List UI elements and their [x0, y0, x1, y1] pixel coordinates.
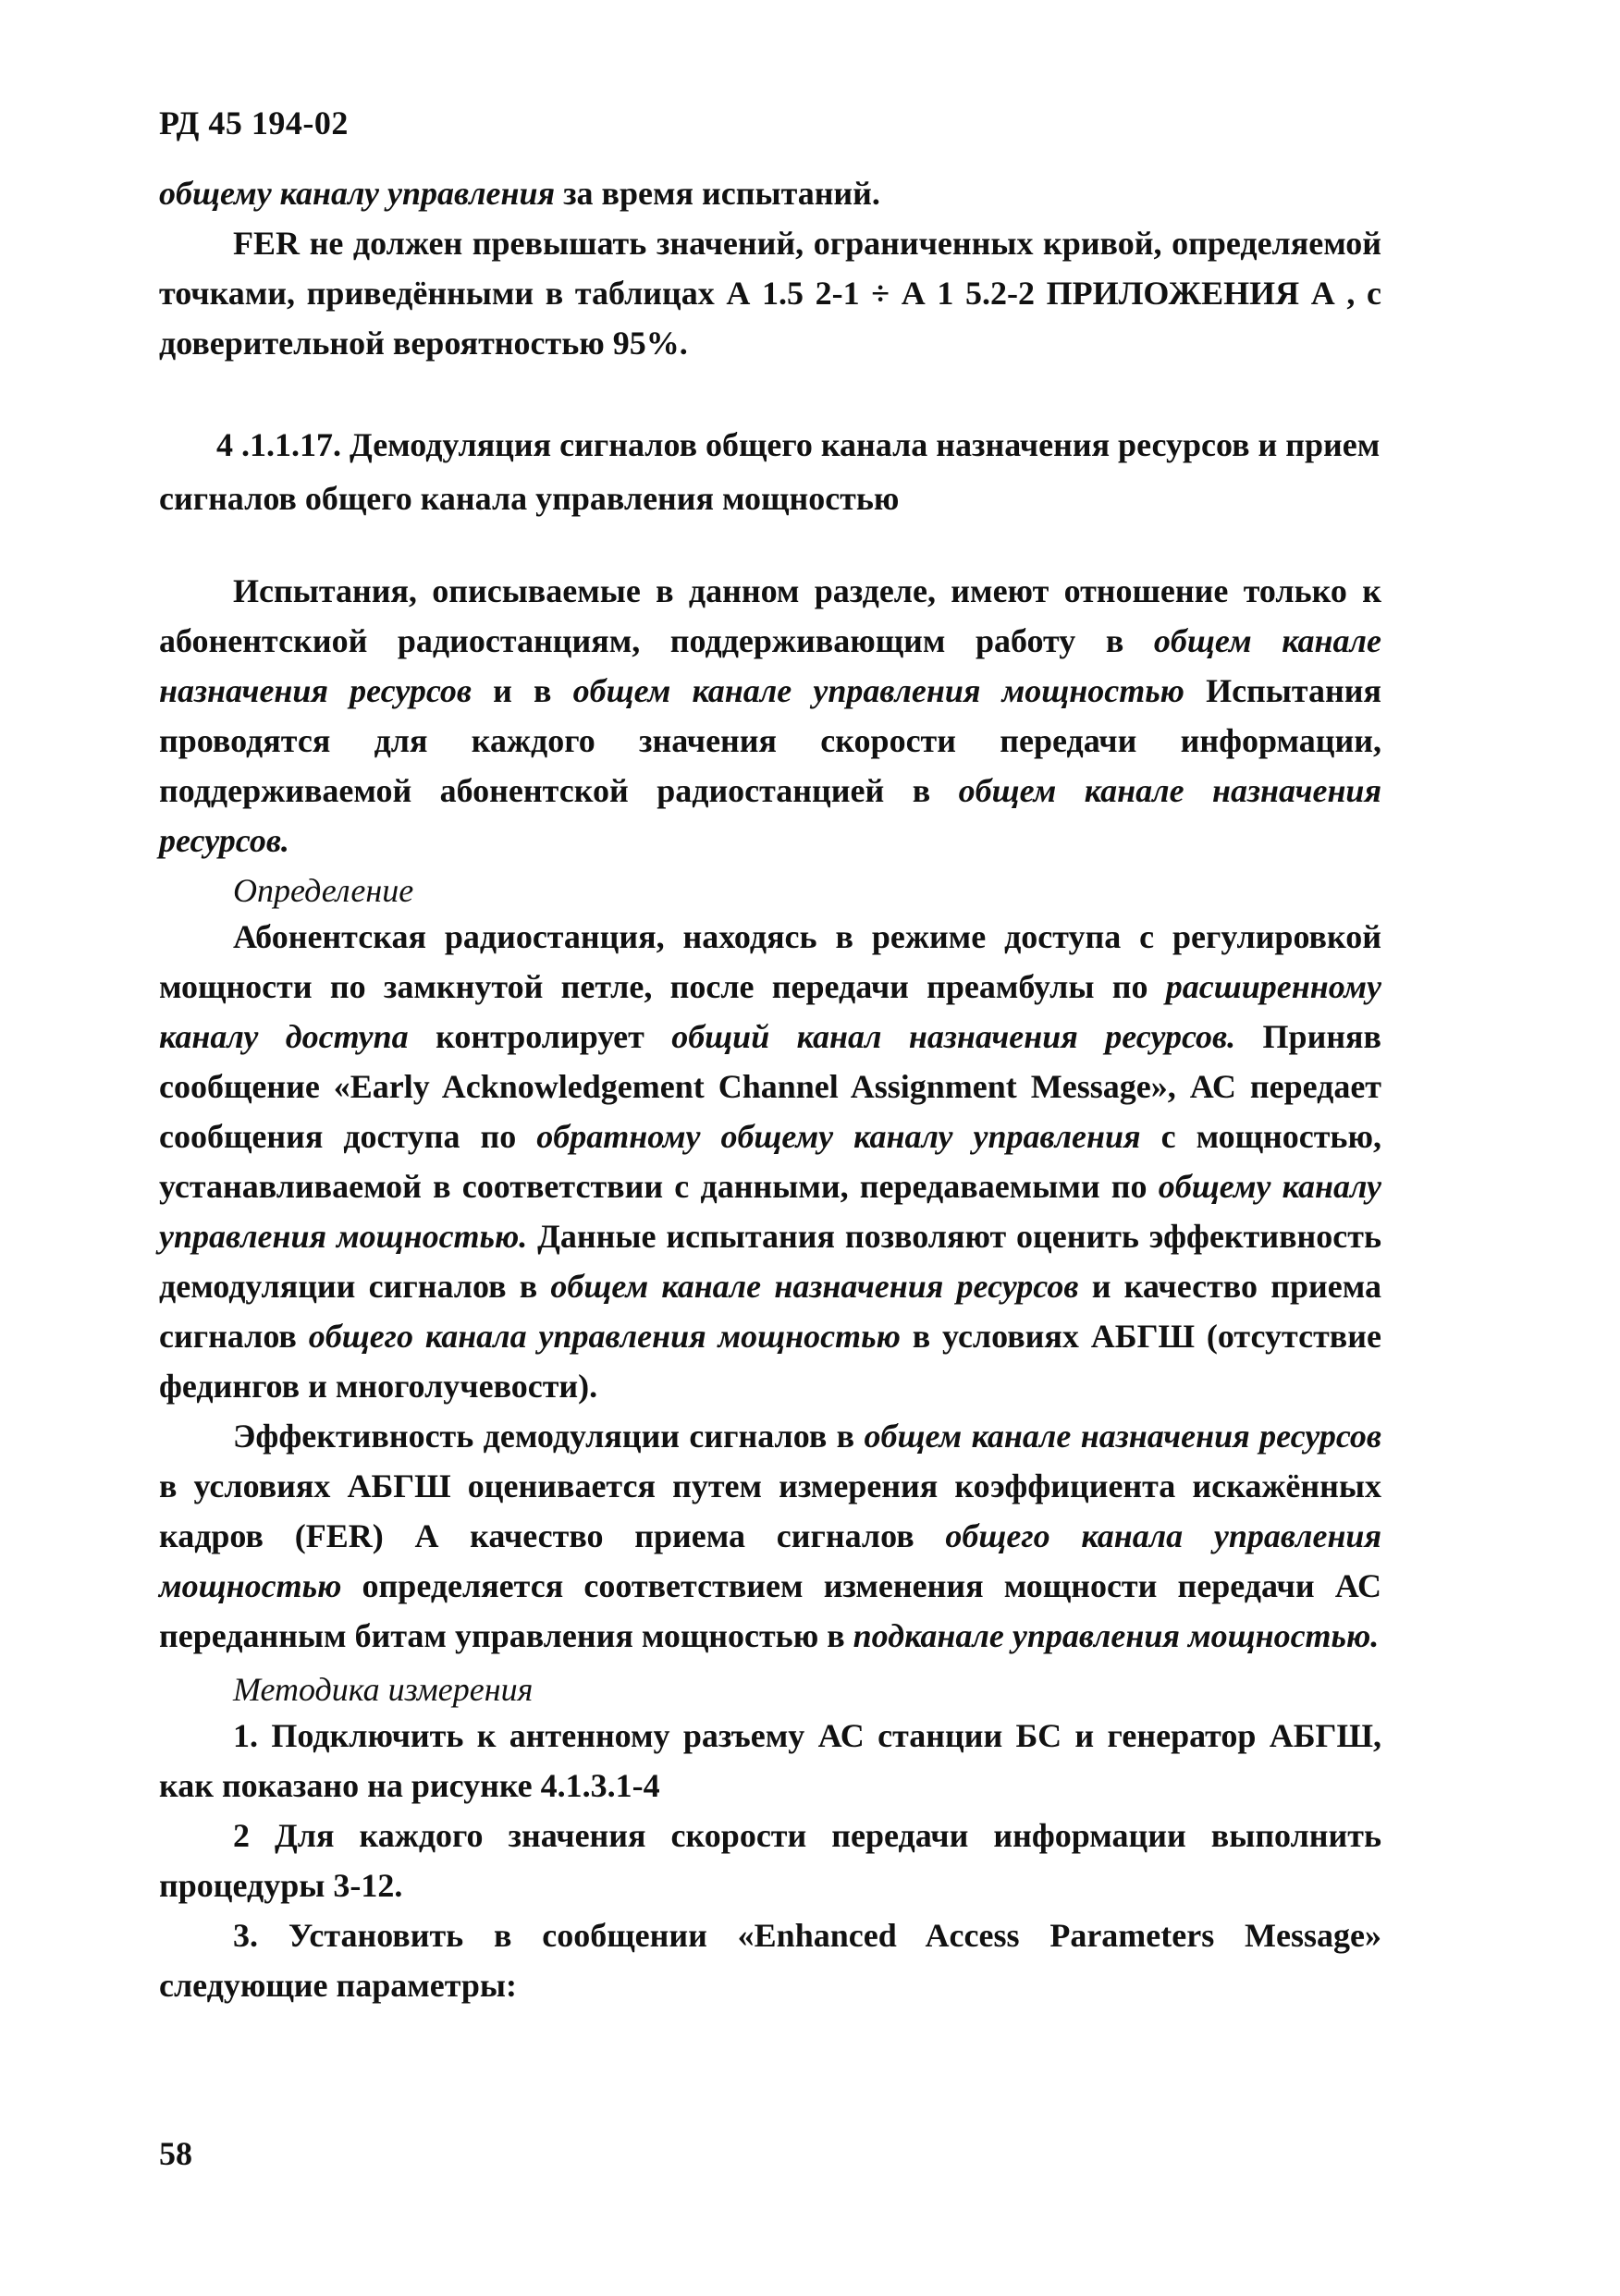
text-run: Абонентская радиостанция, находясь в режиме доступа с регулировкой мощности по замкнутой петле, после передачи преамбулы по: [159, 918, 1381, 1005]
text-run: за время испытаний.: [555, 175, 880, 212]
section-heading: [159, 418, 1381, 525]
text-run: Эффективность демодуляции сигналов в: [233, 1418, 865, 1455]
method-step-3: 3. Установить в сообщении «Enhanced Access Parameters Message» следующие параметры:: [159, 1917, 1381, 2004]
section-heading-line-1: 4 .1.1.17. Демодуляция сигналов общего канала назначения ресурсов и прием: [216, 426, 1381, 463]
italic-term: общем канале назначения ресурсов: [550, 1268, 1079, 1305]
text-run: с мощностью, устанавливаемой в соответствии с данными, передаваемыми по: [159, 1118, 1381, 1205]
definition-paragraph-1: [159, 912, 1381, 1411]
italic-term: подканале управления мощностью.: [853, 1617, 1380, 1654]
text-run: определяется соответствием изменения мощности передачи АС переданным битам управления мощностью в: [159, 1567, 1381, 1654]
text-run: Испытания, описываемые в данном разделе, имеют отношение только к абонентскиой радиостанциям, поддерживающим работу в: [159, 572, 1381, 659]
italic-term: общему каналу управления: [159, 175, 556, 212]
text-run: и в: [472, 672, 573, 709]
italic-term: общий канал назначения ресурсов.: [671, 1018, 1236, 1055]
italic-term: общего канала управления мощностью: [308, 1318, 901, 1355]
method-step-2: 2 Для каждого значения скорости передачи информации выполнить процедуры 3-12.: [159, 1817, 1381, 1904]
italic-term: общем канале управления мощностью: [572, 672, 1184, 709]
italic-term: общего канала управления мощностью: [159, 1517, 1381, 1604]
page-number: 58: [159, 2135, 192, 2172]
text-run: Приняв сообщение «Early Acknowledgement Channel Assignment Message», АС передает сообщения доступа по: [159, 1018, 1381, 1155]
italic-term: общем канале назначения ресурсов.: [159, 772, 1381, 859]
italic-term: обратному общему каналу управления: [536, 1118, 1141, 1155]
italic-term: общему каналу управления мощностью.: [159, 1168, 1381, 1255]
fer-requirement-paragraph: FER не должен превышать значений, ограниченных кривой, определяемой точками, приведёнными в таблицах А 1.5 2-1 ÷ А 1 5.2-2 ПРИЛОЖЕНИЯ А , с доверительной вероятностью 95%.: [159, 225, 1381, 362]
italic-term: общем канале назначения ресурсов: [159, 622, 1381, 709]
text-run: Испытания проводятся для каждого значения скорости передачи информации, поддерживаемой абонентской радиостанцией в: [159, 672, 1381, 809]
continuation-line: [159, 168, 1381, 218]
text-run: контролирует: [408, 1018, 672, 1055]
method-step-1: 1. Подключить к антенному разъему АС станции БС и генератор АБГШ, как показано на рисунке 4.1.3.1-4: [159, 1717, 1381, 1804]
method-subheading: Методика измерения: [233, 1671, 534, 1708]
definition-paragraph-2: [159, 1411, 1381, 1661]
text-run: и качество приема сигналов: [159, 1268, 1381, 1355]
intro-paragraph: [159, 566, 1381, 866]
top-continuation-block: [159, 168, 1381, 368]
text-run: в условиях АБГШ (отсутствие федингов и многолучевости).: [159, 1318, 1381, 1405]
italic-term: общем канале назначения ресурсов: [864, 1418, 1381, 1455]
method-steps: [159, 1711, 1381, 2010]
document-id-header: РД 45 194-02: [159, 104, 349, 141]
text-run: Данные испытания позволяют оценить эффективность демодуляции сигналов в: [159, 1218, 1381, 1305]
italic-term: расширенному каналу доступа: [159, 968, 1381, 1055]
definition-block: [159, 912, 1381, 1661]
section-heading-line-2: сигналов общего канала управления мощностью: [159, 480, 900, 517]
intro-block: [159, 566, 1381, 866]
definition-subheading: Определение: [233, 872, 414, 909]
text-run: в условиях АБГШ оценивается путем измерения коэффициента искажённых кадров (FER) А качество приема сигналов: [159, 1467, 1381, 1554]
